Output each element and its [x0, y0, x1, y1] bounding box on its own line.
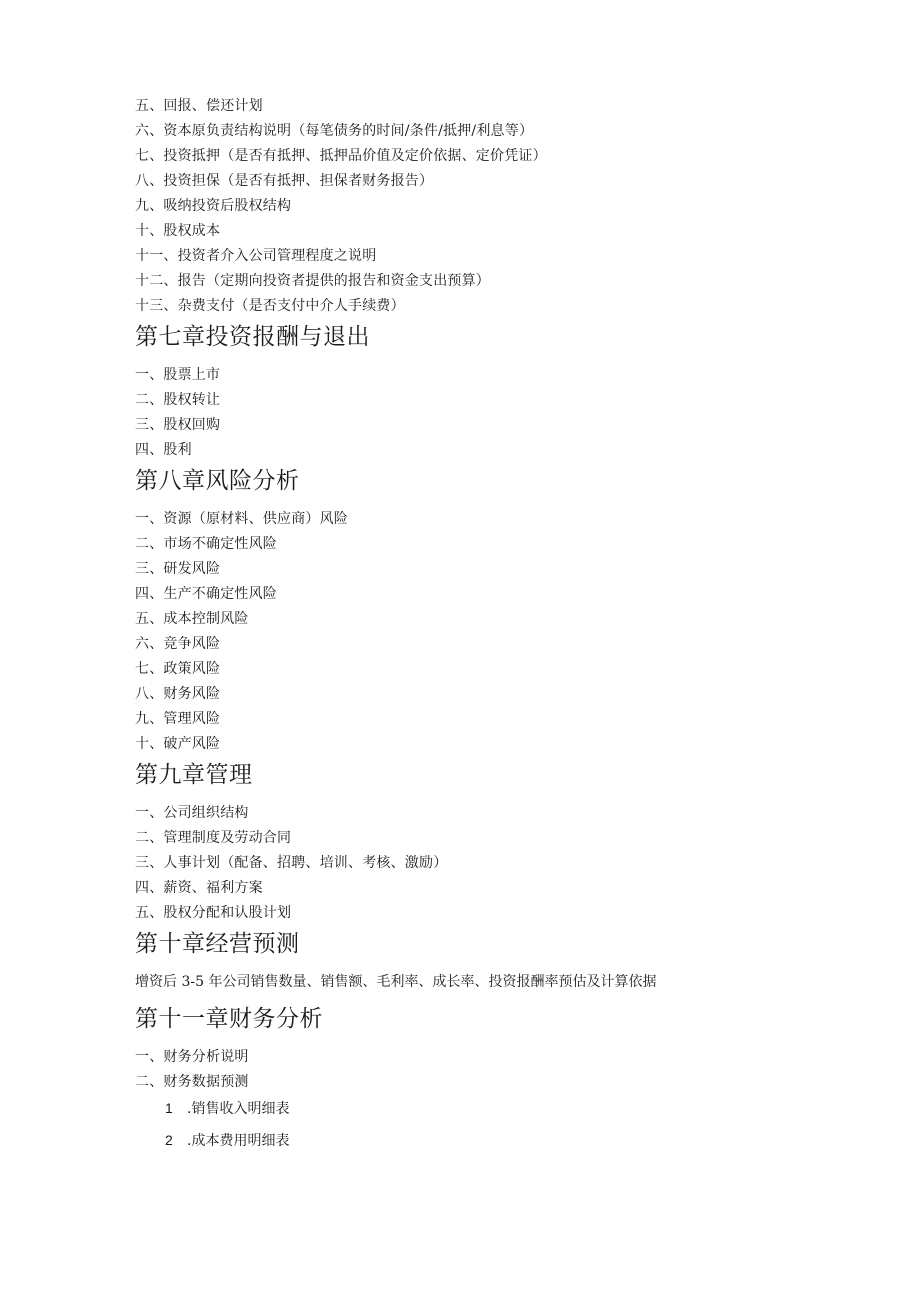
list-item: 八、财务风险: [135, 686, 221, 702]
list-item: 二、市场不确定性风险: [135, 536, 277, 552]
sub-item-text: .销售收入明细表: [187, 1101, 290, 1117]
list-item: 三、股权回购: [135, 417, 221, 433]
body-paragraph: 增资后 3-5 年公司销售数量、销售额、毛利率、成长率、投资报酬率预估及计算依据: [135, 974, 657, 990]
list-item: 十三、杂费支付（是否支付中介人手续费）: [135, 298, 405, 314]
list-item: 五、回报、偿还计划: [135, 98, 263, 114]
list-item: 十、股权成本: [135, 223, 221, 239]
chapter-heading: 第十章经营预测: [135, 931, 300, 957]
list-item: 八、投资担保（是否有抵押、担保者财务报告）: [135, 173, 434, 189]
list-item: 一、公司组织结构: [135, 805, 249, 821]
list-item: 九、管理风险: [135, 711, 221, 727]
sub-item-number: 1: [165, 1100, 173, 1116]
list-item: 六、竞争风险: [135, 636, 221, 652]
chapter-heading: 第八章风险分析: [135, 468, 300, 494]
list-item: 二、管理制度及劳动合同: [135, 830, 292, 846]
list-item: 十、破产风险: [135, 736, 221, 752]
list-item: 七、投资抵押（是否有抵押、抵押品价值及定价依据、定价凭证）: [135, 148, 547, 164]
chapter-heading: 第十一章财务分析: [135, 1006, 323, 1032]
chapter-heading: 第九章管理: [135, 762, 253, 788]
sub-item-number: 2: [165, 1132, 173, 1148]
list-item: 五、股权分配和认股计划: [135, 905, 292, 921]
list-item: 七、政策风险: [135, 661, 221, 677]
sub-item-text: .成本费用明细表: [187, 1133, 290, 1149]
list-item: 四、薪资、福利方案: [135, 880, 263, 896]
chapter-heading: 第七章投资报酬与退出: [135, 324, 370, 350]
list-item: 九、吸纳投资后股权结构: [135, 198, 292, 214]
document-content: [135, 94, 835, 1159]
list-item: 一、股票上市: [135, 367, 221, 383]
list-item: 三、人事计划（配备、招聘、培训、考核、激励）: [135, 855, 448, 871]
list-item: 三、研发风险: [135, 561, 221, 577]
list-item: 五、成本控制风险: [135, 611, 249, 627]
list-item: 六、资本原负责结构说明（每笔债务的时间/条件/抵押/利息等）: [135, 123, 534, 139]
list-item: 一、资源（原材料、供应商）风险: [135, 511, 348, 527]
list-item: 二、财务数据预测: [135, 1074, 249, 1090]
list-item: 四、股利: [135, 442, 192, 458]
sub-list-item: [135, 1127, 835, 1159]
list-item: 十二、报告（定期向投资者提供的报告和资金支出预算）: [135, 273, 490, 289]
list-item: 一、财务分析说明: [135, 1049, 249, 1065]
list-item: 四、生产不确定性风险: [135, 586, 277, 602]
list-item: 十一、投资者介入公司管理程度之说明: [135, 248, 377, 264]
list-item: 二、股权转让: [135, 392, 221, 408]
sub-list-item: [135, 1095, 835, 1127]
